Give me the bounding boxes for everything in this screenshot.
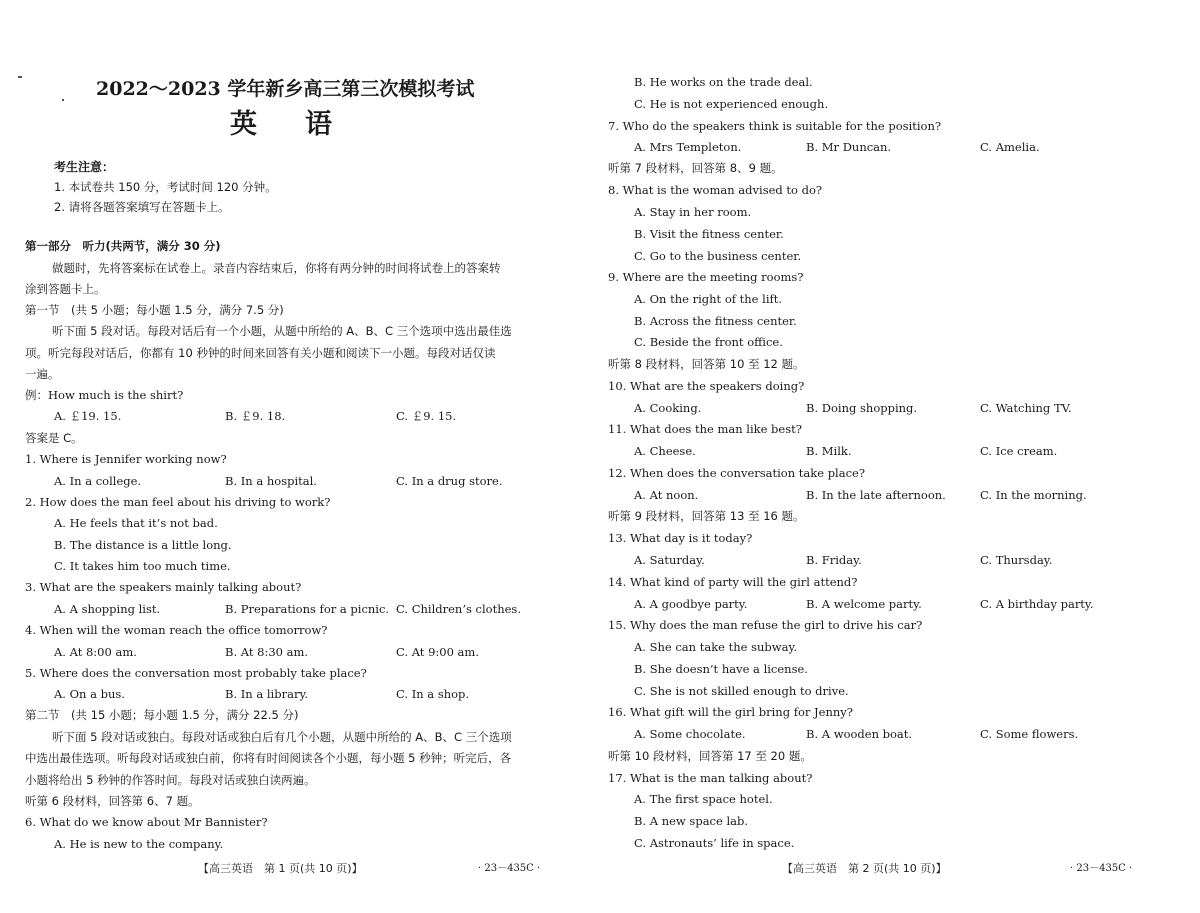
section1-instruction: 项。听完每段对话后，你都有 10 秒钟的时间来回答有关小题和阅读下一小题。每段对话仅读 (25, 346, 496, 360)
option: C. Go to the business center. (634, 249, 802, 263)
option: C. He is not experienced enough. (634, 97, 829, 111)
part1-instruction: 做题时，先将答案标在试卷上。录音内容结束后，你将有两分钟的时间将试卷上的答案转 (52, 261, 501, 275)
option: C. Children’s clothes. (396, 602, 521, 616)
option: C. A birthday party. (980, 597, 1094, 611)
option: A. He is new to the company. (54, 837, 224, 851)
scan-speck (62, 99, 64, 101)
option: A. A goodbye party. (634, 597, 748, 611)
section2-instruction: 听下面 5 段对话或独白。每段对话或独白后有几个小题，从题中所给的 A、B、C 三个选项 (52, 730, 512, 744)
material-heading: 听第 7 段材料，回答第 8、9 题。 (608, 161, 783, 175)
option: C. In a drug store. (396, 474, 503, 488)
option: A. She can take the subway. (634, 640, 798, 654)
example-question: 例：How much is the shirt? (25, 388, 184, 402)
option: B. Visit the fitness center. (634, 227, 784, 241)
option: A. Some chocolate. (634, 727, 746, 741)
option: B. At 8:30 am. (225, 645, 309, 659)
option: A. He feels that it’s not bad. (54, 516, 218, 530)
option: C. In a shop. (396, 687, 470, 701)
question: 11. What does the man like best? (608, 422, 802, 436)
option: C. Some flowers. (980, 727, 1079, 741)
section1-title: 第一节 (共 5 小题；每小题 1.5 分，满分 7.5 分) (25, 303, 284, 317)
material-heading: 听第 10 段材料，回答第 17 至 20 题。 (608, 749, 812, 763)
option: B. A wooden boat. (806, 727, 913, 741)
option: C. She is not skilled enough to drive. (634, 684, 849, 698)
option: B. The distance is a little long. (54, 538, 232, 552)
page-footer: 【高三英语 第 1 页(共 10 页)】 (198, 862, 363, 875)
example-answer: 答案是 C。 (25, 431, 83, 445)
option: B. Milk. (806, 444, 852, 458)
question: 4. When will the woman reach the office tomorrow? (25, 623, 328, 637)
question: 14. What kind of party will the girl attend? (608, 575, 858, 589)
section2-instruction: 中选出最佳选项。听每段对话或独白前，你将有时间阅读各个小题，每小题 5 秒钟；听完后，各 (25, 751, 512, 765)
question: 9. Where are the meeting rooms? (608, 270, 804, 284)
option: B. Across the fitness center. (634, 314, 797, 328)
section1-instruction: 听下面 5 段对话。每段对话后有一个小题，从题中所给的 A、B、C 三个选项中选出最佳选 (52, 324, 512, 338)
question: 2. How does the man feel about his driving to work? (25, 495, 331, 509)
option: A. Stay in her room. (634, 205, 752, 219)
option: C. Ice cream. (980, 444, 1058, 458)
option: B. In a library. (225, 687, 309, 701)
option: B. Mr Duncan. (806, 140, 892, 154)
option: C. Astronauts’ life in space. (634, 836, 795, 850)
question: 17. What is the man talking about? (608, 771, 813, 785)
notice-title: 考生注意： (54, 160, 115, 174)
material-heading: 听第 6 段材料，回答第 6、7 题。 (25, 794, 200, 808)
option: C. Beside the front office. (634, 335, 783, 349)
notice-item: 1. 本试卷共 150 分，考试时间 120 分钟。 (54, 180, 277, 194)
option: A. On a bus. (54, 687, 125, 701)
question: 6. What do we know about Mr Bannister? (25, 815, 268, 829)
page-code: · 23－435C · (1070, 863, 1133, 874)
option: A. A shopping list. (54, 602, 161, 616)
example-option: B. ￡9. 18. (225, 409, 286, 423)
section2-instruction: 小题将给出 5 秒钟的作答时间。每段对话或独白读两遍。 (25, 773, 316, 787)
question: 8. What is the woman advised to do? (608, 183, 823, 197)
subject-title: 英语 (230, 109, 380, 140)
material-heading: 听第 8 段材料，回答第 10 至 12 题。 (608, 357, 805, 371)
option: C. Amelia. (980, 140, 1040, 154)
notice-item: 2. 请将各题答案填写在答题卡上。 (54, 200, 230, 214)
option: A. At noon. (634, 488, 699, 502)
option: B. She doesn’t have a license. (634, 662, 808, 676)
option: A. On the right of the lift. (634, 292, 783, 306)
option: B. In a hospital. (225, 474, 317, 488)
example-option: C. ￡9. 15. (396, 409, 457, 423)
part1-instruction: 涂到答题卡上。 (25, 282, 106, 296)
example-option: A. ￡19. 15. (54, 409, 122, 423)
option: C. In the morning. (980, 488, 1087, 502)
option: C. Watching TV. (980, 401, 1072, 415)
option: B. Friday. (806, 553, 862, 567)
option: A. Saturday. (634, 553, 705, 567)
option: A. Cooking. (634, 401, 702, 415)
section1-instruction: 一遍。 (25, 367, 60, 381)
question: 10. What are the speakers doing? (608, 379, 805, 393)
question: 13. What day is it today? (608, 531, 753, 545)
section2-title: 第二节 (共 15 小题；每小题 1.5 分，满分 22.5 分) (25, 708, 299, 722)
option: A. The first space hotel. (634, 792, 773, 806)
question: 12. When does the conversation take place? (608, 466, 866, 480)
question: 3. What are the speakers mainly talking about? (25, 580, 302, 594)
part1-title: 第一部分 听力(共两节，满分 30 分) (25, 239, 221, 253)
question: 7. Who do the speakers think is suitable for the position? (608, 119, 942, 133)
option: A. Cheese. (634, 444, 696, 458)
question: 1. Where is Jennifer working now? (25, 452, 227, 466)
question: 5. Where does the conversation most probably take place? (25, 666, 367, 680)
question: 16. What gift will the girl bring for Jenny? (608, 705, 853, 719)
option: C. Thursday. (980, 553, 1053, 567)
option: A. At 8:00 am. (54, 645, 137, 659)
scan-speck (18, 76, 22, 78)
question: 15. Why does the man refuse the girl to drive his car? (608, 618, 923, 632)
option: C. At 9:00 am. (396, 645, 479, 659)
option: B. A new space lab. (634, 814, 749, 828)
page-code: · 23－435C · (478, 863, 541, 874)
option: B. A welcome party. (806, 597, 922, 611)
option: A. In a college. (54, 474, 142, 488)
option: B. In the late afternoon. (806, 488, 946, 502)
option: B. He works on the trade deal. (634, 75, 813, 89)
option: A. Mrs Templeton. (634, 140, 742, 154)
material-heading: 听第 9 段材料，回答第 13 至 16 题。 (608, 509, 805, 523)
page-footer: 【高三英语 第 2 页(共 10 页)】 (782, 862, 947, 875)
exam-title: 2022～2023 学年新乡高三第三次模拟考试 (96, 78, 475, 100)
option: B. Doing shopping. (806, 401, 918, 415)
option: B. Preparations for a picnic. (225, 602, 390, 616)
option: C. It takes him too much time. (54, 559, 231, 573)
